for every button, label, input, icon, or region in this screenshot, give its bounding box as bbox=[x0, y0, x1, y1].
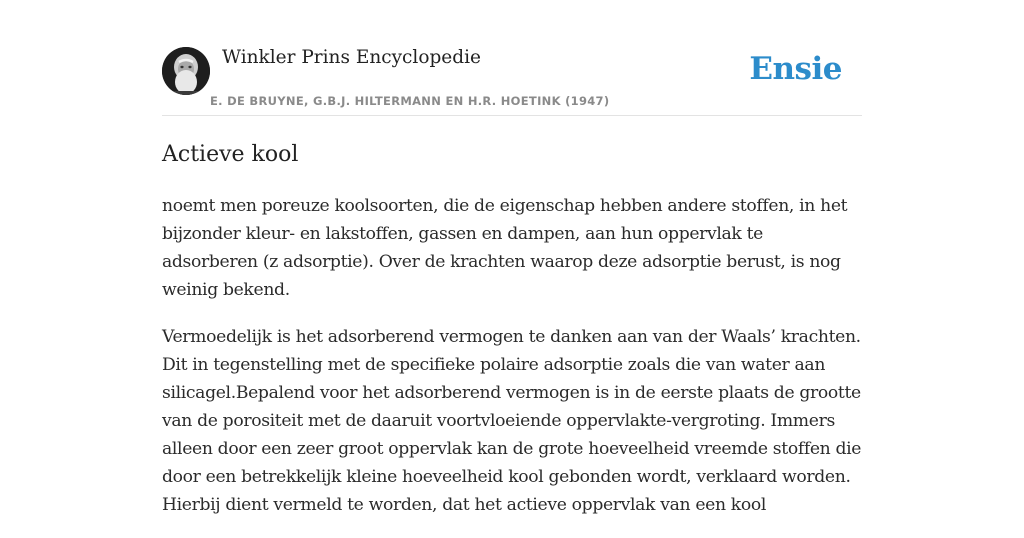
text-line: van de porositeit met de daaruit voortvloeiende oppervlakte-vergroting. Immers bbox=[162, 411, 835, 431]
text-line: adsorberen (z adsorptie). Over de krachten waarop deze adsorptie berust, is nog bbox=[162, 252, 841, 272]
portrait-icon bbox=[162, 47, 210, 95]
author-avatar[interactable] bbox=[162, 47, 210, 95]
text-line: weinig bekend. bbox=[162, 280, 290, 300]
text-line: silicagel.Bepalend voor het adsorberend vermogen is in de eerste plaats de grootte bbox=[162, 383, 861, 403]
text-line: Vermoedelijk is het adsorberend vermogen te danken aan van der Waals’ krachten. bbox=[162, 327, 861, 347]
paragraph-1 bbox=[162, 192, 862, 304]
page bbox=[162, 0, 862, 515]
source-title[interactable]: Winkler Prins Encyclopedie bbox=[222, 47, 481, 68]
ensie-logo-link[interactable]: Ensie bbox=[749, 51, 842, 87]
paragraph-2 bbox=[162, 323, 862, 519]
text-line: noemt men poreuze koolsoorten, die de eigenschap hebben andere stoffen, in het bbox=[162, 196, 848, 216]
article-title: Actieve kool bbox=[162, 142, 299, 167]
article-body bbox=[162, 192, 862, 538]
source-authors: E. DE BRUYNE, G.B.J. HILTERMANN EN H.R. HOETINK (1947) bbox=[210, 94, 610, 108]
text-line: Hierbij dient vermeld te worden, dat het actieve oppervlak van een kool bbox=[162, 495, 767, 515]
source-header bbox=[162, 0, 862, 116]
text-line: Dit in tegenstelling met de specifieke polaire adsorptie zoals die van water aan bbox=[162, 355, 826, 375]
text-line: alleen door een zeer groot oppervlak kan de grote hoeveelheid vreemde stoffen die bbox=[162, 439, 862, 459]
text-line: bijzonder kleur- en lakstoffen, gassen en dampen, aan hun oppervlak te bbox=[162, 224, 763, 244]
text-line: door een betrekkelijk kleine hoeveelheid kool gebonden wordt, verklaard worden. bbox=[162, 467, 851, 487]
